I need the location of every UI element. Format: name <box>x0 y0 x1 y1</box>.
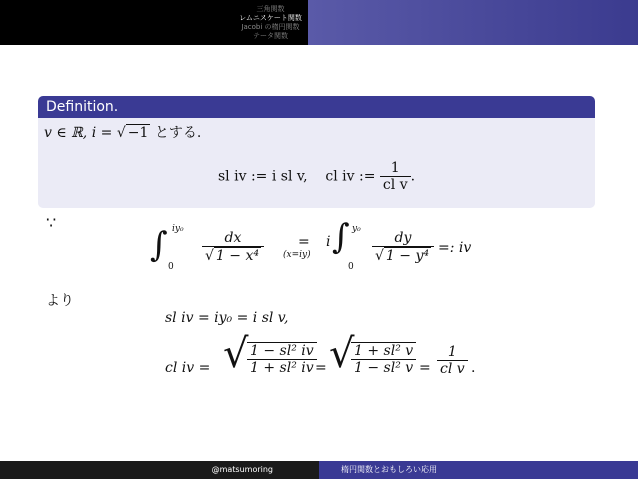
def-cl: cl iv := <box>325 168 376 185</box>
because-symbol: ∵ <box>46 213 57 232</box>
int2-upper: y₀ <box>352 224 361 234</box>
int-eq: = <box>298 234 310 250</box>
r1-den: 1 + sl² iv <box>247 359 317 376</box>
r2-den: 1 − sl² v <box>351 359 416 376</box>
res-sqrt-1: √ <box>223 331 249 377</box>
header-left <box>0 0 233 45</box>
f2-num: dy <box>394 230 412 246</box>
int1-upper: iy₀ <box>172 224 184 234</box>
res-sqrt-2: √ <box>329 331 355 377</box>
yori-label: より <box>46 293 74 309</box>
res-end: . <box>471 360 476 376</box>
int1-frac <box>202 230 264 264</box>
def-sqrt: −1 <box>127 125 149 141</box>
f1-num: dx <box>224 230 242 246</box>
result-line1: sl iv = iy₀ = i sl v, <box>165 310 289 326</box>
res-eq1: = <box>315 360 327 376</box>
r3-num: 1 <box>447 344 457 360</box>
integral-sign-1: ∫ <box>150 225 168 265</box>
res-frac-2 <box>351 342 416 376</box>
int1-lower: 0 <box>168 262 174 272</box>
def-vars: v ∈ ℝ, i = <box>44 125 113 141</box>
int-eq-sub: (x=iy) <box>283 250 311 260</box>
def-sl: sl iv := i sl v, <box>218 168 308 185</box>
def-frac-den: cl v <box>380 176 411 193</box>
res-lhs: cl iv = <box>165 360 211 376</box>
nav-item-trig[interactable]: 三角関数 <box>256 4 285 13</box>
def-end: . <box>410 168 416 185</box>
int-i: i <box>326 234 331 250</box>
f1-den: √ 1 − x⁴ <box>202 246 264 264</box>
header-right <box>308 0 638 45</box>
f2-den: √ 1 − y⁴ <box>372 246 434 264</box>
r1-num: 1 − sl² iv <box>250 343 314 359</box>
nav-item-jacobi[interactable]: Jacobi の楕円関数 <box>241 22 300 31</box>
footer-bar <box>0 461 638 479</box>
res-eq2: = <box>419 360 431 376</box>
footer-author: @matsumoring <box>0 461 319 479</box>
integral-sign-2: ∫ <box>332 217 350 257</box>
nav-item-theta[interactable]: テータ関数 <box>253 31 288 40</box>
header-bar <box>0 0 638 45</box>
section-nav <box>233 0 308 45</box>
def-frac <box>380 160 411 193</box>
r3-den: cl v <box>437 360 468 377</box>
res-frac-1 <box>247 342 317 376</box>
int-tail: =: iv <box>438 240 472 256</box>
int2-lower: 0 <box>348 262 354 272</box>
int2-frac <box>372 230 434 264</box>
block-title: Definition. <box>38 96 595 118</box>
definition-formula <box>218 160 415 193</box>
nav-item-lemniscate[interactable]: レムニスケート関数 <box>239 13 302 22</box>
f2-den-arg: 1 − y⁴ <box>385 248 429 264</box>
def-frac-num: 1 <box>390 160 400 176</box>
definition-block <box>38 118 595 208</box>
footer-title: 楕円関数とおもしろい応用 <box>319 461 638 479</box>
integral-equation <box>150 217 472 278</box>
definition-line1: v ∈ ℝ, i = √ −1 とする. <box>44 125 202 141</box>
r2-num: 1 + sl² v <box>354 343 414 359</box>
f1-den-arg: 1 − x⁴ <box>215 248 259 264</box>
res-frac-3 <box>437 344 468 377</box>
def-suru: とする. <box>154 125 202 141</box>
